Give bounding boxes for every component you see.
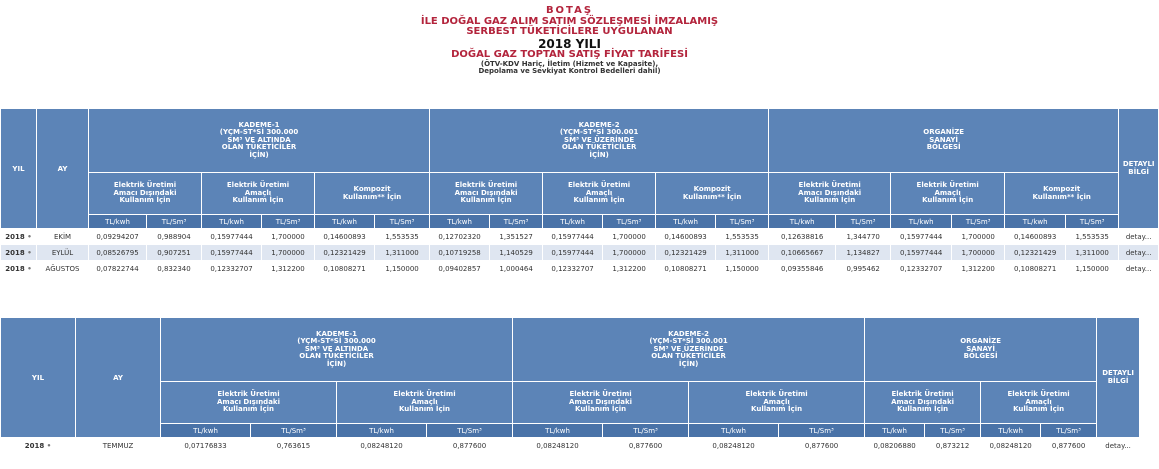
price-cell: 1,150000 [375, 261, 430, 277]
title-company: BOTAŞ [545, 5, 594, 16]
subheader-osb-kompozit: Kompozit Kullanım** İçin [1005, 173, 1119, 215]
price-cell: 0,15977444 [543, 245, 603, 261]
unit-header: TL/kwh [337, 424, 427, 438]
unit-header: TL/Sm³ [147, 215, 202, 229]
col-header-kademe-1: KADEME-1 (YÇM-ST*Sİ 300.000 SM³ VE ALTINDA OLAN TÜKETİCİLER İÇİN) [89, 109, 430, 173]
col-header-ay: AY [76, 318, 161, 438]
price-cell: 0,14600893 [656, 229, 716, 245]
price-cell: 0,995462 [836, 261, 891, 277]
price-cell: 1,700000 [952, 245, 1005, 261]
price-cell: 1,700000 [603, 245, 656, 261]
title-line-2: İLE DOĞAL GAZ ALIM SATIM SÖZLEŞMESİ İMZALAMIŞ [420, 15, 719, 27]
price-cell: 0,08248120 [337, 438, 427, 454]
price-cell: 0,08248120 [981, 438, 1041, 454]
unit-header: TL/Sm³ [836, 215, 891, 229]
row-month: EKİM [37, 229, 89, 245]
col-header-kademe-2: KADEME-2 (YÇM-ST*Sİ 300.001 SM³ VE ÜZERİNDE OLAN TÜKETİCİLER İÇİN) [513, 318, 865, 382]
unit-row [1, 424, 1140, 438]
price-cell: 0,15977444 [891, 245, 952, 261]
unit-header: TL/kwh [202, 215, 262, 229]
row-month: AĞUSTOS [37, 261, 89, 277]
table-row [1, 438, 1140, 454]
price-cell: 1,134827 [836, 245, 891, 261]
unit-header: TL/kwh [161, 424, 251, 438]
unit-header: TL/Sm³ [427, 424, 513, 438]
price-cell: 0,08526795 [89, 245, 147, 261]
unit-header: TL/kwh [656, 215, 716, 229]
col-header-detayli-bilgi: DETAYLI BİLGİ [1097, 318, 1140, 438]
price-cell: 0,15977444 [543, 229, 603, 245]
subheader-k1-elektrik-disinda: Elektrik Üretimi Amacı Dışındaki Kullanım İçin [161, 382, 337, 424]
tariff-table-1-body [1, 229, 1159, 277]
unit-header: TL/Sm³ [603, 424, 689, 438]
unit-header: TL/kwh [543, 215, 603, 229]
price-cell: 0,12321429 [1005, 245, 1066, 261]
price-cell: 0,832340 [147, 261, 202, 277]
price-cell: 0,12321429 [315, 245, 375, 261]
price-cell: 1,000464 [490, 261, 543, 277]
row-year: 2018 [5, 264, 25, 273]
unit-header: TL/kwh [315, 215, 375, 229]
price-cell: 1,312200 [262, 261, 315, 277]
tariff-table-2018-kompozit [0, 108, 1159, 277]
detail-link[interactable]: detay... [1097, 438, 1140, 454]
subheader-osb-elektrik-disinda: Elektrik Üretimi Amacı Dışındaki Kullanım İçin [865, 382, 981, 424]
price-cell: 0,08248120 [689, 438, 779, 454]
unit-header: TL/Sm³ [952, 215, 1005, 229]
price-cell: 0,07822744 [89, 261, 147, 277]
unit-header: TL/kwh [430, 215, 490, 229]
row-year-cell [1, 245, 37, 261]
subheader-osb-elektrik-amacli: Elektrik Üretimi Amaçlı Kullanım İçin [891, 173, 1005, 215]
price-cell: 0,12332707 [202, 261, 262, 277]
unit-header: TL/kwh [865, 424, 925, 438]
price-cell: 0,877600 [779, 438, 865, 454]
unit-header: TL/kwh [1005, 215, 1066, 229]
unit-header: TL/Sm³ [603, 215, 656, 229]
unit-header: TL/Sm³ [716, 215, 769, 229]
price-cell: 0,12702320 [430, 229, 490, 245]
price-cell: 0,12321429 [656, 245, 716, 261]
title-line-3: SERBEST TÜKETİCİLERE UYGULANAN [466, 26, 673, 37]
price-cell: 1,344770 [836, 229, 891, 245]
table-row [1, 245, 1159, 261]
price-cell: 1,700000 [603, 229, 656, 245]
price-cell: 0,763615 [251, 438, 337, 454]
expand-dot-icon[interactable]: • [24, 232, 32, 241]
row-year: 2018 [24, 441, 45, 450]
row-year-cell [1, 229, 37, 245]
detail-link[interactable]: detay... [1119, 245, 1159, 261]
subheader-k1-elektrik-amacli: Elektrik Üretimi Amaçlı Kullanım İçin [202, 173, 315, 215]
subheader-k1-elektrik-disinda: Elektrik Üretimi Amacı Dışındaki Kullanım İçin [89, 173, 202, 215]
subheader-k2-kompozit: Kompozit Kullanım** İçin [656, 173, 769, 215]
expand-dot-icon[interactable]: • [24, 264, 32, 273]
price-cell: 0,09294207 [89, 229, 147, 245]
subheader-k1-kompozit: Kompozit Kullanım** İçin [315, 173, 430, 215]
price-cell: 0,09402857 [430, 261, 490, 277]
price-cell: 0,14600893 [1005, 229, 1066, 245]
subheader-k2-elektrik-amacli: Elektrik Üretimi Amaçlı Kullanım İçin [543, 173, 656, 215]
price-cell: 0,988904 [147, 229, 202, 245]
subheader-k2-elektrik-disinda: Elektrik Üretimi Amacı Dışındaki Kullanım İçin [430, 173, 543, 215]
price-cell: 0,08206880 [865, 438, 925, 454]
row-month: TEMMUZ [76, 438, 161, 454]
tariff-table-2-body [1, 438, 1140, 454]
table-row [1, 229, 1159, 245]
unit-row [1, 215, 1159, 229]
title-year: 2018 YILI [538, 36, 601, 51]
unit-header: TL/Sm³ [925, 424, 981, 438]
subheader-osb-elektrik-amacli: Elektrik Üretimi Amaçlı Kullanım İçin [981, 382, 1097, 424]
col-header-osb: ORGANİZE SANAYİ BÖLGESİ [769, 109, 1119, 173]
price-cell: 0,12638816 [769, 229, 836, 245]
subheader-osb-elektrik-disinda: Elektrik Üretimi Amacı Dışındaki Kullanım İçin [769, 173, 891, 215]
price-cell: 0,12332707 [891, 261, 952, 277]
price-cell: 0,877600 [427, 438, 513, 454]
price-cell: 0,10808271 [1005, 261, 1066, 277]
title-tariff: DOĞAL GAZ TOPTAN SATIŞ FİYAT TARİFESİ [451, 49, 688, 61]
col-header-yil: YIL [1, 318, 76, 438]
row-year: 2018 [5, 232, 25, 241]
price-cell: 1,311000 [1066, 245, 1119, 261]
price-cell: 1,553535 [716, 229, 769, 245]
price-cell: 0,907251 [147, 245, 202, 261]
price-cell: 1,700000 [262, 245, 315, 261]
unit-header: TL/Sm³ [1066, 215, 1119, 229]
subheader-k2-elektrik-disinda: Elektrik Üretimi Amacı Dışındaki Kullanım İçin [513, 382, 689, 424]
price-cell: 0,08248120 [513, 438, 603, 454]
price-cell: 0,09355846 [769, 261, 836, 277]
price-cell: 1,553535 [1066, 229, 1119, 245]
price-cell: 0,12332707 [543, 261, 603, 277]
price-cell: 0,10665667 [769, 245, 836, 261]
price-cell: 1,351527 [490, 229, 543, 245]
price-cell: 0,07176833 [161, 438, 251, 454]
unit-header: TL/kwh [513, 424, 603, 438]
row-month: EYLÜL [37, 245, 89, 261]
price-cell: 0,10808271 [656, 261, 716, 277]
title-note-2: Depolama ve Sevkiyat Kontrol Bedelleri dahil) [478, 66, 661, 75]
price-cell: 1,150000 [716, 261, 769, 277]
unit-header: TL/kwh [89, 215, 147, 229]
unit-header: TL/Sm³ [262, 215, 315, 229]
price-cell: 1,140529 [490, 245, 543, 261]
unit-header: TL/Sm³ [490, 215, 543, 229]
price-cell: 0,15977444 [202, 245, 262, 261]
col-header-kademe-2: KADEME-2 (YÇM-ST*Sİ 300.001 SM³ VE ÜZERİNDE OLAN TÜKETİCİLER İÇİN) [430, 109, 769, 173]
row-year-cell [1, 261, 37, 277]
col-header-kademe-1: KADEME-1 (YÇM-ST*Sİ 300.000 SM³ VE ALTINDA OLAN TÜKETİCİLER İÇİN) [161, 318, 513, 382]
price-cell: 1,700000 [952, 229, 1005, 245]
unit-header: TL/Sm³ [1041, 424, 1097, 438]
col-header-detayli-bilgi: DETAYLI BİLGİ [1119, 109, 1159, 229]
price-cell: 1,311000 [375, 245, 430, 261]
expand-dot-icon[interactable]: • [24, 248, 32, 257]
tariff-table-2018-no-kompozit [0, 317, 1140, 454]
price-cell: 0,15977444 [891, 229, 952, 245]
row-year-cell [1, 438, 76, 454]
unit-header: TL/kwh [689, 424, 779, 438]
unit-header: TL/kwh [891, 215, 952, 229]
detail-link[interactable]: detay... [1119, 229, 1159, 245]
unit-header: TL/kwh [981, 424, 1041, 438]
table-row [1, 261, 1159, 277]
unit-header: TL/Sm³ [779, 424, 865, 438]
subheader-k2-elektrik-amacli: Elektrik Üretimi Amaçlı Kullanım İçin [689, 382, 865, 424]
price-cell: 0,877600 [1041, 438, 1097, 454]
unit-header: TL/Sm³ [251, 424, 337, 438]
price-cell: 1,311000 [716, 245, 769, 261]
price-cell: 0,15977444 [202, 229, 262, 245]
price-cell: 1,150000 [1066, 261, 1119, 277]
page-title-block [0, 6, 1139, 75]
price-cell: 0,10719258 [430, 245, 490, 261]
price-cell: 0,10808271 [315, 261, 375, 277]
col-header-ay: AY [37, 109, 89, 229]
row-year: 2018 [5, 248, 25, 257]
price-cell: 0,14600893 [315, 229, 375, 245]
col-header-osb: ORGANİZE SANAYİ BÖLGESİ [865, 318, 1097, 382]
price-cell: 0,877600 [603, 438, 689, 454]
expand-dot-icon[interactable]: • [44, 441, 52, 450]
price-cell: 1,553535 [375, 229, 430, 245]
unit-header: TL/Sm³ [375, 215, 430, 229]
unit-header: TL/kwh [769, 215, 836, 229]
price-cell: 1,700000 [262, 229, 315, 245]
price-cell: 1,312200 [603, 261, 656, 277]
price-cell: 0,873212 [925, 438, 981, 454]
col-header-yil: YIL [1, 109, 37, 229]
price-cell: 1,312200 [952, 261, 1005, 277]
subheader-k1-elektrik-amacli: Elektrik Üretimi Amaçlı Kullanım İçin [337, 382, 513, 424]
detail-link[interactable]: detay... [1119, 261, 1159, 277]
title-note-1: (ÖTV-KDV Hariç, İletim (Hizmet ve Kapasite), [480, 59, 659, 68]
